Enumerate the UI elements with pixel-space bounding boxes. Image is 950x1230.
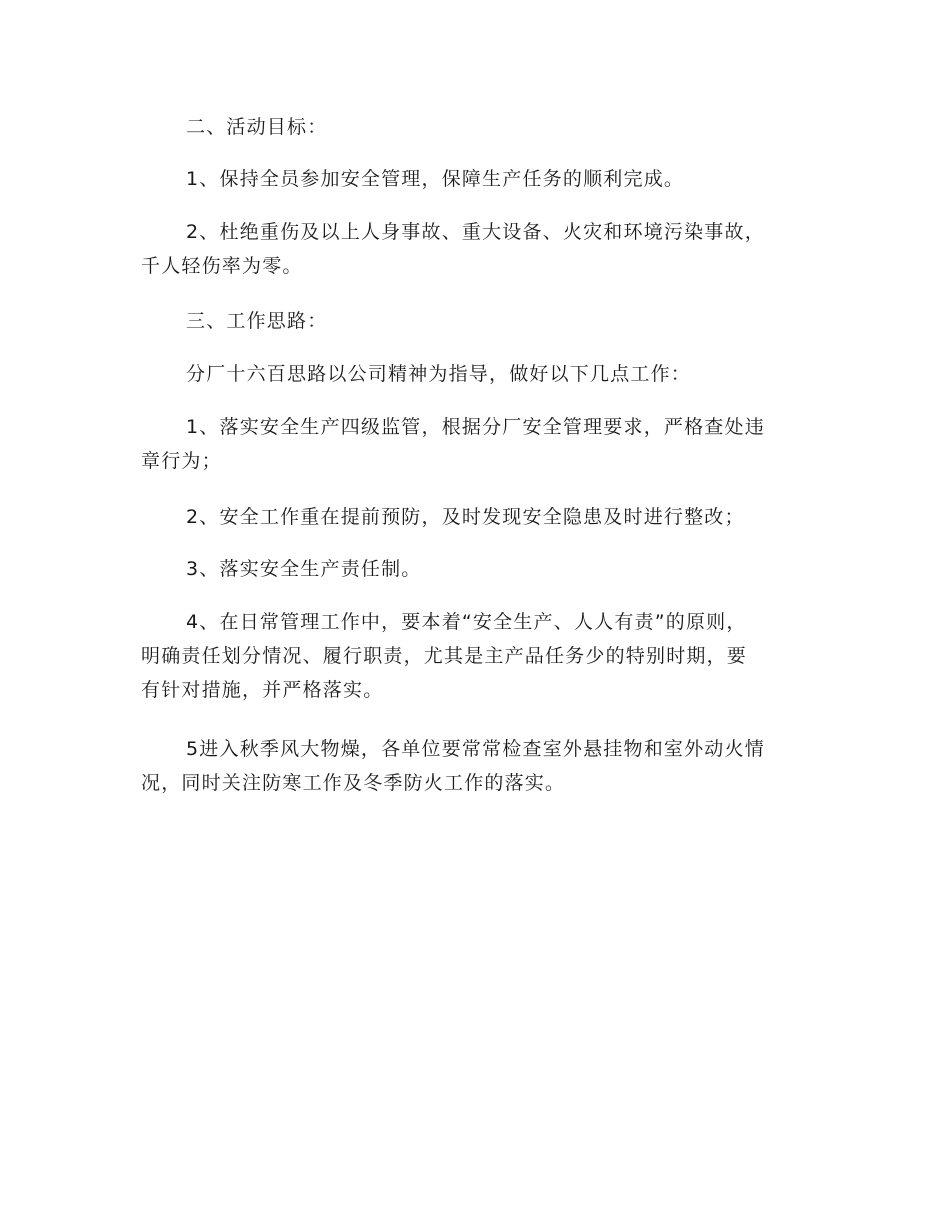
paragraph-line: 1、保持全员参加安全管理，保障生产任务的顺利完成。 bbox=[186, 168, 685, 190]
ideas-heading bbox=[141, 304, 811, 338]
paragraph-line: 2、安全工作重在提前预防，及时发现安全隐患及时进行整改； bbox=[186, 506, 745, 528]
paragraph-line: 二、活动目标： bbox=[186, 116, 328, 138]
goals-heading bbox=[141, 110, 811, 144]
paragraph-line: 5进入秋季风大物燥，各单位要常常检查室外悬挂物和室外动火情 bbox=[186, 738, 765, 760]
paragraph-line: 章行为； bbox=[141, 450, 222, 472]
paragraph-line: 有针对措施，并严格落实。 bbox=[141, 679, 384, 701]
idea-1-paragraph bbox=[141, 410, 811, 478]
paragraph-line: 3、落实安全生产责任制。 bbox=[186, 558, 422, 580]
idea-4-paragraph bbox=[141, 605, 811, 707]
ideas-intro-paragraph bbox=[141, 357, 811, 391]
paragraph-line: 1、落实安全生产四级监管，根据分厂安全管理要求，严格查处违 bbox=[186, 416, 765, 438]
paragraph-line: 4、在日常管理工作中，要本着“安全生产、人人有责”的原则， bbox=[186, 611, 747, 633]
paragraph-line: 三、工作思路： bbox=[186, 310, 328, 332]
idea-3-paragraph bbox=[141, 552, 811, 586]
paragraph-line: 分厂十六百思路以公司精神为指导，做好以下几点工作： bbox=[186, 363, 692, 385]
idea-5-paragraph bbox=[141, 732, 811, 800]
paragraph-line: 千人轻伤率为零。 bbox=[141, 255, 303, 277]
goal-1-paragraph bbox=[141, 162, 811, 196]
idea-2-paragraph bbox=[141, 500, 811, 534]
paragraph-line: 况，同时关注防寒工作及冬季防火工作的落实。 bbox=[141, 772, 566, 794]
goal-2-paragraph bbox=[141, 215, 811, 283]
paragraph-line: 2、杜绝重伤及以上人身事故、重大设备、火灾和环境污染事故， bbox=[186, 221, 765, 243]
paragraph-line: 明确责任划分情况、履行职责，尤其是主产品任务少的特别时期，要 bbox=[141, 645, 748, 667]
